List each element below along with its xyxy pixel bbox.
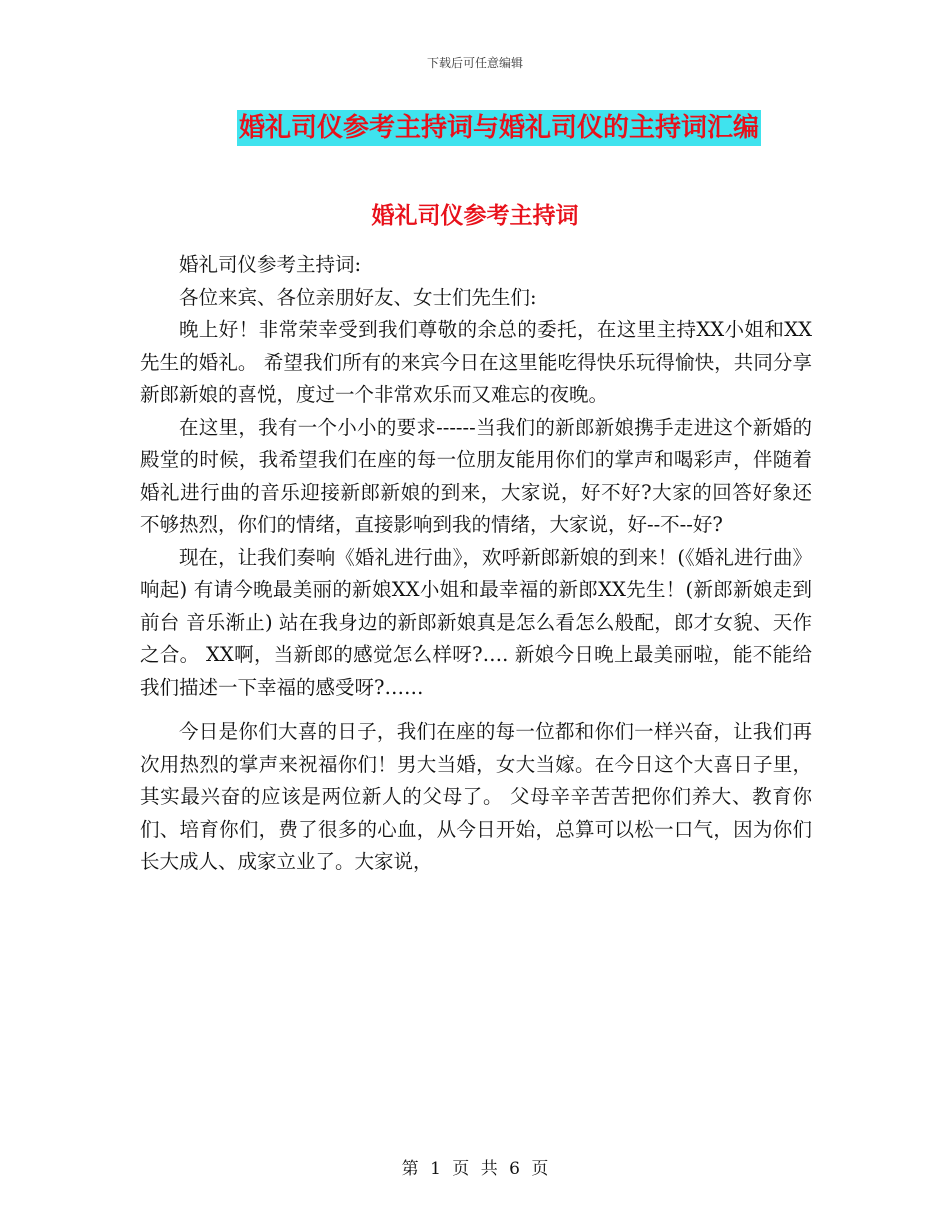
paragraph-greeting: 各位来宾、各位亲朋好友、女士们先生们: [179,285,537,309]
section-title: 婚礼司仪参考主持词 [371,202,579,229]
document-title-container [0,110,950,146]
paragraph-entrance: 现在，让我们奏响《婚礼进行曲》，欢呼新郎新娘的到来！(《婚礼进行曲》响起) 有请今晚最美丽的新娘XX小姐和最幸福的新郎XX先生！(新郎新娘走到前台 音乐渐止) 站在我身边的新郎新娘真是怎么看怎么般配，郎才女貌、天作之合。 XX啊，当新郎的感觉怎么样呀?…. 新娘今日晚上最美丽啦，能不能给我们描述一下幸福的感受呀?…… [140,545,812,699]
page-footer: 第 1 页 共 6 页 [401,1159,549,1179]
paragraph-intro-heading: 婚礼司仪参考主持词: [179,253,362,276]
paragraph-request: 在这里，我有一个小小的要求------当我们的新郎新娘携手走进这个新婚的殿堂的时候，我希望我们在座的每一位朋友能用你们的掌声和喝彩声，伴随着婚礼进行曲的音乐迎接新郎新娘的到来，大家说，好不好?大家的回答好象还不够热烈，你们的情绪，直接影响到我的情绪，大家说，好--不--好? [140,415,812,536]
paragraph-parents: 今日是你们大喜的日子，我们在座的每一位都和你们一样兴奋，让我们再次用热烈的掌声来祝福你们！男大当婚，女大当嫁。在今日这个大喜日子里，其实最兴奋的应该是两位新人的父母了。 父母辛辛苦苦把你们养大、教育你们、培育你们，费了很多的心血，从今日开始，总算可以松一口气，因为你们长大成人、成家立业了。大家说， [140,720,812,873]
document-title: 婚礼司仪参考主持词与婚礼司仪的主持词汇编 [237,110,761,146]
document-body [140,249,812,879]
paragraph-opening: 晚上好！非常荣幸受到我们尊敬的余总的委托，在这里主持XX小姐和XX先生的婚礼。 希望我们所有的来宾今日在这里能吃得快乐玩得愉快，共同分享新郎新娘的喜悦，度过一个非常欢乐而又难忘的夜晚。 [140,318,812,406]
page-header-note: 下载后可任意编辑 [426,56,523,70]
